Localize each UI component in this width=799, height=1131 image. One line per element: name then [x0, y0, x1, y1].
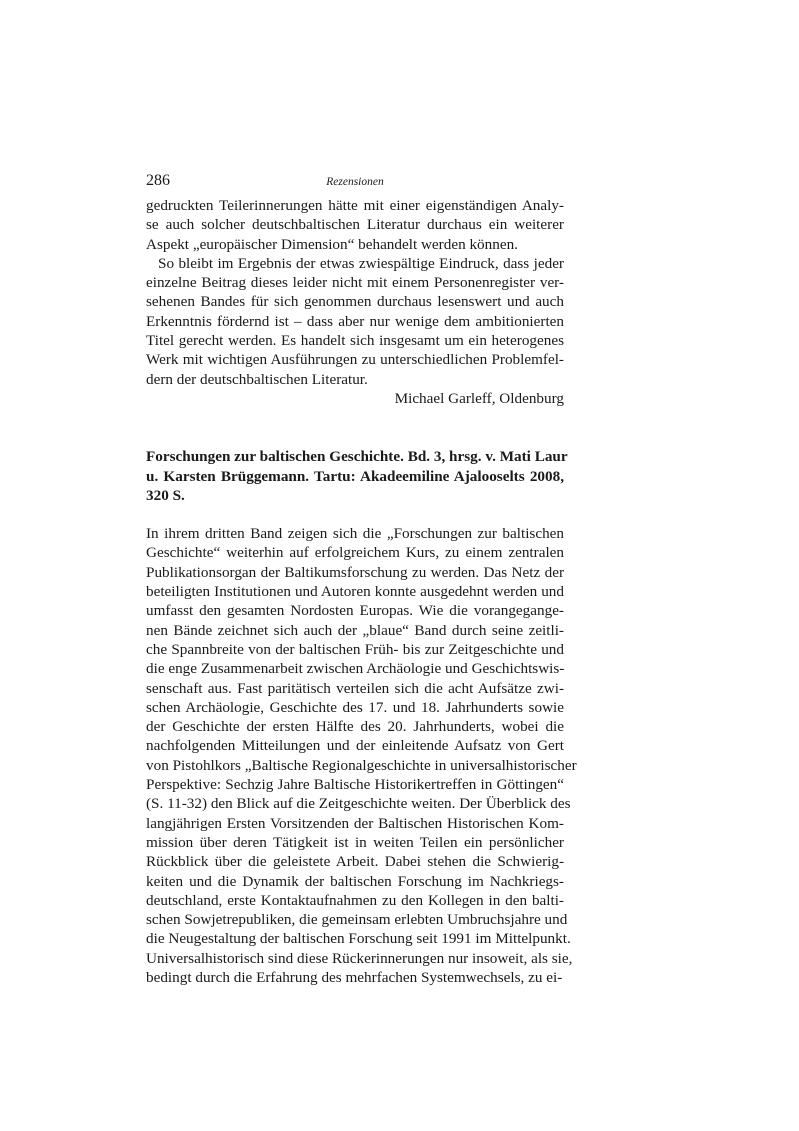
text-line: senschaft aus. Fast paritätisch verteilen sich die acht Aufsätze zwi-	[146, 679, 564, 697]
page-header	[146, 170, 564, 196]
text-line: beteiligten Institutionen und Autoren konnte ausgedehnt werden und	[146, 583, 564, 601]
text-line: umfasst den gesamten Nordosten Europas. Wie die vorangegange-	[146, 602, 564, 620]
text-line: schen Archäologie, Geschichte des 17. und 18. Jahrhunderts sowie	[146, 698, 564, 716]
text-line: In ihrem dritten Band zeigen sich die „Forschungen zur baltischen	[146, 525, 564, 543]
document-page	[146, 170, 577, 987]
text-line: Rückblick über die geleistete Arbeit. Dabei stehen die Schwierig-	[146, 853, 564, 871]
text-line: Universalhistorisch sind diese Rückerinnerungen nur insoweit, als sie,	[146, 949, 573, 967]
text-line: von Pistohlkors „Baltische Regionalgeschichte in universalhistorischer	[146, 756, 577, 774]
heading-line: Forschungen zur baltischen Geschichte. Bd. 3, hrsg. v. Mati Laur	[146, 448, 568, 466]
text-line: Perspektive: Sechzig Jahre Baltische Historikertreffen in Göttingen“	[146, 776, 564, 794]
prev-review-paragraph-2	[146, 254, 564, 389]
text-line: nachfolgenden Mitteilungen und der einleitende Aufsatz von Gert	[146, 737, 564, 755]
text-line: einzelne Beitrag dieses leider nicht mit einem Personenregister ver-	[146, 274, 564, 292]
text-line: die Neugestaltung der baltischen Forschung seit 1991 im Mittelpunkt.	[146, 930, 571, 948]
prev-review-paragraph-1	[146, 196, 564, 254]
text-line: So bleibt im Ergebnis der etwas zwiespältige Eindruck, dass jeder	[158, 254, 564, 272]
text-line: Aspekt „europäischer Dimension“ behandelt werden können.	[146, 235, 518, 253]
text-line: die enge Zusammenarbeit zwischen Archäologie und Geschichtswis-	[146, 660, 565, 678]
heading-line: 320 S.	[146, 486, 185, 504]
heading-line: u. Karsten Brüggemann. Tartu: Akadeemiline Ajalooselts 2008,	[146, 467, 564, 485]
text-line: Titel gerecht werden. Es handelt sich insgesamt um ein heterogenes	[146, 332, 564, 350]
text-line: der Geschichte der ersten Hälfte des 20. Jahrhunderts, wobei die	[146, 718, 564, 736]
text-line: Erkenntnis fördernd ist – dass aber nur wenige dem ambitionierten	[146, 312, 564, 330]
text-line: keiten und die Dynamik der baltischen Forschung im Nachkriegs-	[146, 872, 564, 890]
text-line: gedruckten Teilerinnerungen hätte mit einer eigenständigen Analy-	[146, 197, 564, 214]
text-line: mission über deren Tätigkeit ist in weiten Teilen ein persönlicher	[146, 833, 564, 851]
text-line: che Spannbreite von der baltischen Früh- bis zur Zeitgeschichte und	[146, 640, 564, 658]
review-body	[146, 524, 577, 987]
text-line: sehenen Bandes für sich genommen durchaus lesenswert und auch	[146, 293, 564, 311]
running-head: Rezensionen	[326, 176, 384, 188]
text-line: schen Sowjetrepubliken, die gemeinsam erlebten Umbruchsjahre und	[146, 911, 568, 929]
reviewer-signature: Michael Garleff, Oldenburg	[394, 389, 564, 407]
text-line: Werk mit wichtigen Ausführungen zu unterschiedlichen Problemfel-	[146, 351, 564, 369]
text-line: langjährigen Ersten Vorsitzenden der Baltischen Historischen Kom-	[146, 814, 564, 832]
page-number: 286	[146, 172, 170, 189]
text-line: nen Bände zeichnet sich auch der „blaue“ Band durch seine zeitli-	[146, 621, 564, 639]
text-line: dern der deutschbaltischen Literatur.	[146, 370, 368, 388]
text-line: se auch solcher deutschbaltischen Literatur durchaus ein weiterer	[146, 216, 564, 234]
text-line: Publikationsorgan der Baltikumsforschung zu werden. Das Netz der	[146, 563, 564, 581]
text-line: (S. 11-32) den Blick auf die Zeitgeschichte weiten. Der Überblick des	[146, 795, 571, 813]
text-line: bedingt durch die Erfahrung des mehrfachen Systemwechsels, zu ei-	[146, 968, 563, 986]
text-line: deutschland, erste Kontaktaufnahmen zu den Kollegen in den balti-	[146, 891, 564, 909]
text-line: Geschichte“ weiterhin auf erfolgreichem Kurs, zu einem zentralen	[146, 544, 564, 562]
review-heading	[146, 447, 568, 505]
